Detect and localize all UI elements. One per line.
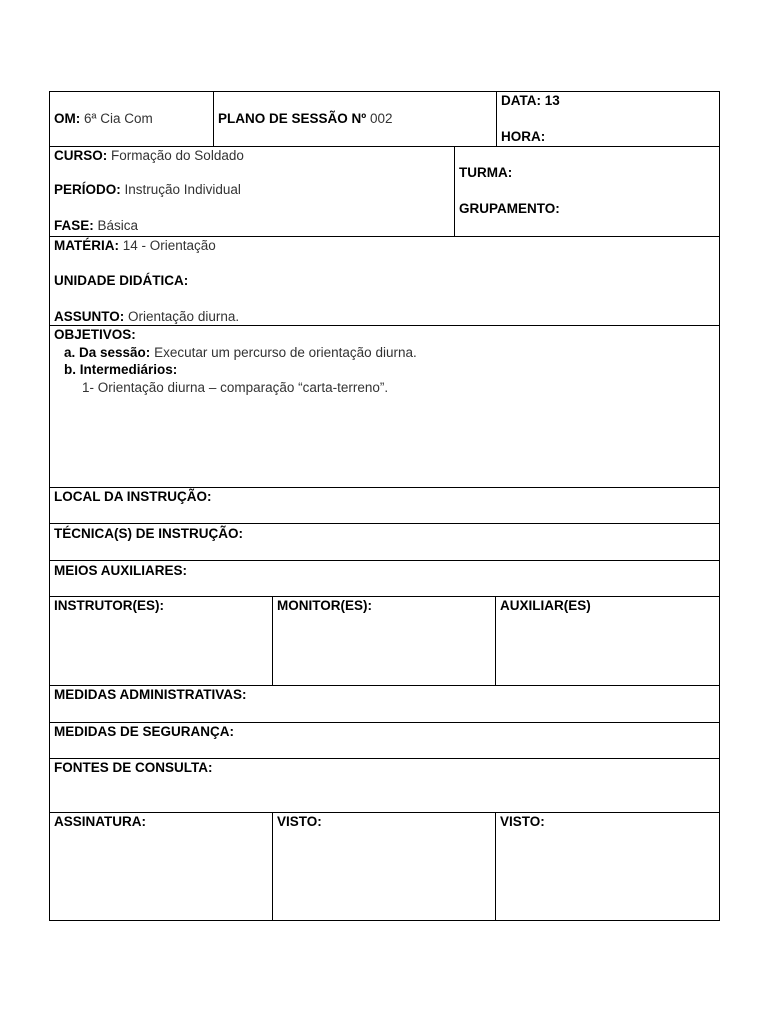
instrutores-label: INSTRUTOR(ES): [54, 598, 164, 613]
fontes-consulta-cell [50, 759, 719, 813]
om-value: 6ª Cia Com [84, 111, 153, 126]
data-hora-cell [496, 92, 719, 147]
medidas-seguranca-label: MEDIDAS DE SEGURANÇA: [54, 724, 235, 739]
objetivo-a-value: Executar um percurso de orientação diurna. [154, 345, 417, 360]
session-plan-form [49, 91, 720, 921]
om-label: OM: [54, 111, 81, 126]
objetivos-cell [50, 326, 719, 488]
objetivo-b-label: b. Intermediários: [64, 362, 178, 377]
om-cell [50, 92, 214, 147]
objetivo-b-item: 1- Orientação diurna – comparação “carta-terreno”. [82, 380, 389, 395]
materia-cell [50, 237, 719, 326]
periodo-label: PERÍODO: [54, 182, 121, 197]
monitores-cell [273, 597, 496, 686]
grupamento-label: GRUPAMENTO: [459, 201, 560, 216]
objetivos-title: OBJETIVOS: [54, 327, 136, 342]
local-instrucao-cell [50, 488, 719, 524]
visto-cell-2 [496, 813, 719, 920]
meios-auxiliares-label: MEIOS AUXILIARES: [54, 563, 188, 578]
monitores-label: MONITOR(ES): [277, 598, 372, 613]
data-value: 13 [544, 93, 560, 108]
fase-value: Básica [97, 218, 139, 233]
plano-label: PLANO DE SESSÃO Nº [218, 111, 367, 126]
curso-cell [50, 147, 455, 237]
visto-label-2: VISTO: [500, 814, 545, 829]
fontes-consulta-label: FONTES DE CONSULTA: [54, 760, 213, 775]
local-instrucao-label: LOCAL DA INSTRUÇÃO: [54, 489, 212, 504]
medidas-administrativas-cell [50, 686, 719, 723]
curso-label: CURSO: [54, 148, 108, 163]
visto-label-1: VISTO: [277, 814, 322, 829]
assunto-label: ASSUNTO: [54, 309, 125, 324]
turma-label: TURMA: [459, 165, 513, 180]
visto-cell-1 [273, 813, 496, 920]
materia-label: MATÉRIA: [54, 238, 119, 253]
plano-cell [214, 92, 496, 147]
objetivo-a-label: a. Da sessão: [64, 345, 151, 360]
meios-auxiliares-cell [50, 561, 719, 597]
instrutores-cell [50, 597, 273, 686]
fase-label: FASE: [54, 218, 94, 233]
unidade-label: UNIDADE DIDÁTICA: [54, 273, 189, 288]
medidas-seguranca-cell [50, 723, 719, 759]
auxiliares-cell [496, 597, 719, 686]
assinatura-cell [50, 813, 273, 920]
curso-value: Formação do Soldado [111, 148, 244, 163]
assunto-value: Orientação diurna. [128, 309, 240, 324]
turma-cell [455, 147, 719, 237]
tecnicas-label: TÉCNICA(S) DE INSTRUÇÃO: [54, 526, 243, 541]
assinatura-label: ASSINATURA: [54, 814, 146, 829]
auxiliares-label: AUXILIAR(ES) [500, 598, 591, 613]
hora-label: HORA: [501, 129, 546, 144]
materia-value: 14 - Orientação [122, 238, 216, 253]
plano-value: 002 [369, 111, 393, 126]
periodo-value: Instrução Individual [124, 182, 241, 197]
data-label: DATA: [501, 93, 541, 108]
medidas-administrativas-label: MEDIDAS ADMINISTRATIVAS: [54, 687, 247, 702]
tecnicas-cell [50, 524, 719, 561]
